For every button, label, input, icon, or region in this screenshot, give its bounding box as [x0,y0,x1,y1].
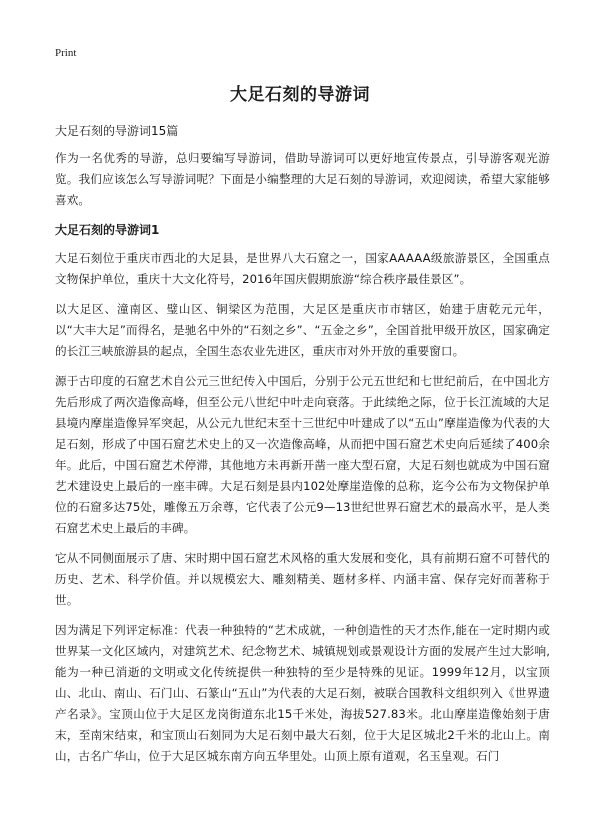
body-paragraph: 大足石刻位于重庆市西北的大足县，是世界八大石窟之一，国家AAAAA级旅游景区，全国重点文物保护单位，重庆十大文化符号，2016年国庆假期旅游“综合秩序最佳景区”。 [55,251,550,286]
body-paragraph: 它从不同侧面展示了唐、宋时期中国石窟艺术风格的重大发展和变化，具有前期石窟不可替代的历史、艺术、科学价值。并以规模宏大、雕刻精美、题材多样、内涵丰富、保存完好而著称于世。 [55,551,550,607]
section-heading: 大足石刻的导游词1 [55,223,160,237]
body-paragraph: 以大足区、潼南区、璧山区、铜梁区为范围，大足区是重庆市市辖区，始建于唐乾元元年，以“大丰大足”而得名，是驰名中外的“石刻之乡”、“五金之乡”，全国首批甲级开放区，国家确定的长江三峡旅游县的起点，全国生态农业先进区，重庆市对外开放的重要窗口。 [55,302,550,358]
intro-paragraph: 作为一名优秀的导游，总归要编写导游词，借助导游词可以更好地宣传景点，引导游客观光游览。我们应该怎么写导游词呢？下面是小编整理的大足石刻的导游词，欢迎阅读，希望大家能够喜欢。 [55,151,550,207]
body-paragraph: 源于古印度的石窟艺术自公元三世纪传入中国后，分别于公元五世纪和七世纪前后，在中国北方先后形成了两次造像高峰，但至公元八世纪中叶走向衰落。于此续绝之际，位于长江流域的大足县境内摩崖造像异军突起，从公元九世纪末至十三世纪中叶建成了以“五山”摩崖造像为代表的大足石刻，形成了中国石窟艺术史上的又一次造像高峰，从而把中国石窟艺术史向后延续了400余年。此后，中国石窟艺术停滞，其他地方未再新开凿一座大型石窟，大足石刻也就成为中国石窟艺术建设史上最后的一座丰碑。大足石刻是县内102处摩崖造像的总称，迄今公布为文物保护单位的石窟多达75处，雕像五万余尊，它代表了公元9—13世纪世界石窟艺术的最高水平，是人类石窟艺术史上最后的丰碑。 [55,374,550,535]
print-link[interactable]: Print [55,47,77,59]
document-body [55,148,550,776]
body-paragraph: 因为满足下列评定标准：代表一种独特的“艺术成就，一种创造性的天才杰作,能在一定时期内或世界某一文化区域内，对建筑艺术、纪念物艺术、城镇规划或景观设计方面的发展产生过大影响,能为一种已消逝的文明或文化传统提供一种独特的至少是特殊的见证。1999年12月，以宝顶山、北山、南山、石门山、石篆山“五山”为代表的大足石刻，被联合国教科文组织列入《世界遗产名录》。宝顶山位于大足区龙岗街道东北15千米处，海拔527.83米。北山摩崖造像始刻于唐末，至南宋结束，和宝顶山石刻同为大足石刻中最大石刻，位于大足区城北2千米的北山上。南山，古名广华山，位于大足区城东南方向五华里处。山顶上原有道观，名玉皇观。石门 [55,623,550,763]
document-subtitle: 大足石刻的导游词15篇 [55,124,179,138]
page-title: 大足石刻的导游词 [230,85,370,105]
